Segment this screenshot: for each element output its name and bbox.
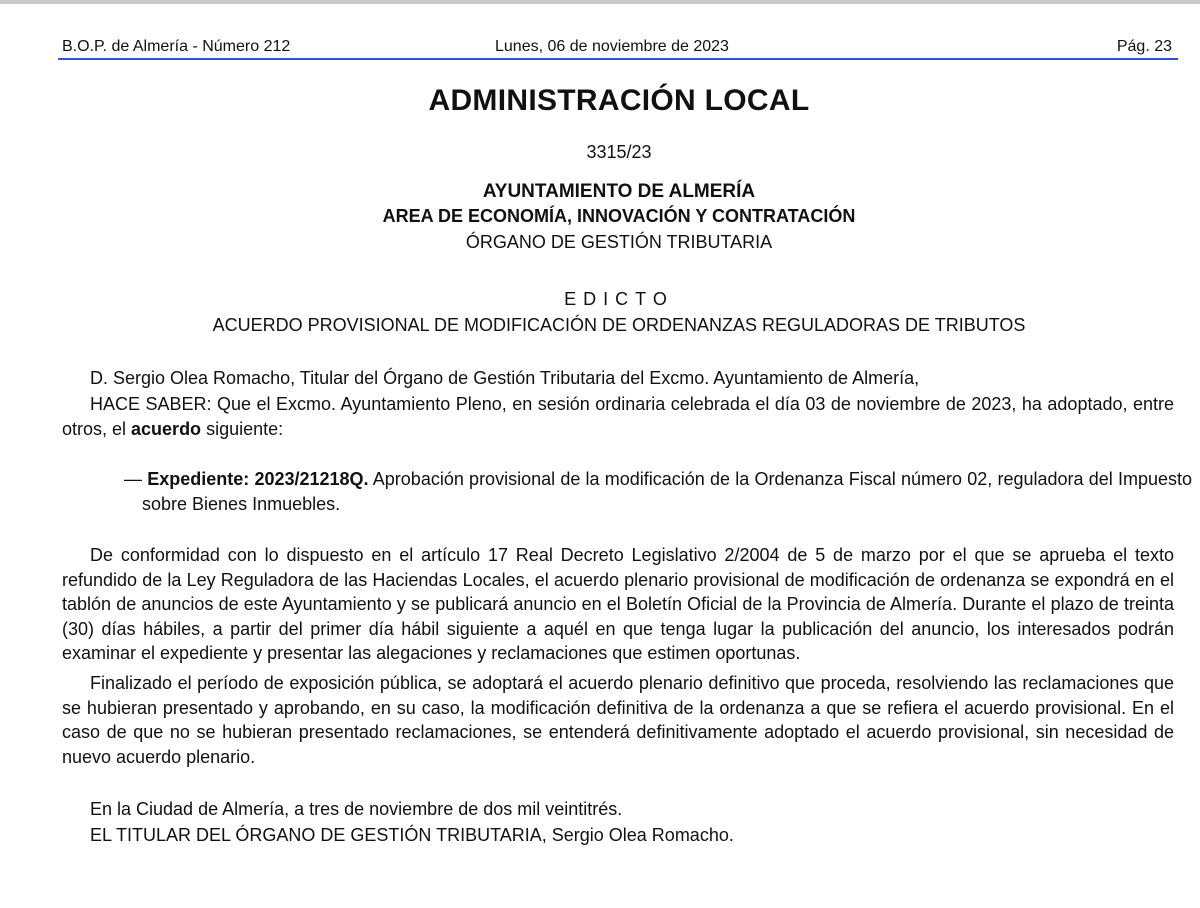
organization-department: ÓRGANO DE GESTIÓN TRIBUTARIA xyxy=(465,232,773,252)
hace-saber-end: siguiente: xyxy=(201,418,284,439)
document-number: 3315/23 xyxy=(586,142,652,162)
body-paragraph-2: Finalizado el período de exposición pública, se adoptará el acuerdo plenario definitivo que proceda, resolviendo las reclamaciones que se hubieran presentado y aprobando, en su caso, la modificación definitiva de la ordenanza a que se refiera el acuerdo provisional. En el caso de que no se hubieran presentado reclamaciones, se entenderá definitivamente adoptado el acuerdo provisional, sin necesidad de nuevo acuerdo plenario. xyxy=(62,673,1174,767)
bullet-dash: — xyxy=(124,469,148,489)
header-rule xyxy=(58,58,1178,60)
expediente-number: Expediente: 2023/21218Q. xyxy=(147,469,369,489)
organization-name: AYUNTAMIENTO DE ALMERÍA xyxy=(482,181,756,202)
expediente-description: Aprobación provisional de la modificación de la Ordenanza Fiscal número 02, reguladora del Impuesto sobre Bienes Inmuebles. xyxy=(142,469,1192,514)
page-header xyxy=(58,38,1178,58)
bulletin-issue: B.O.P. de Almería - Número 212 xyxy=(62,38,291,55)
intro-line: D. Sergio Olea Romacho, Titular del Órgano de Gestión Tributaria del Excmo. Ayuntamiento de Almería, xyxy=(90,368,920,388)
acuerdo-bold: acuerdo xyxy=(131,418,202,439)
hace-saber-paragraph xyxy=(62,392,1174,441)
page-number: Pág. 23 xyxy=(1116,38,1172,55)
issue-date: Lunes, 06 de noviembre de 2023 xyxy=(495,38,729,55)
expediente-item xyxy=(124,467,1192,517)
organization-area: AREA DE ECONOMÍA, INNOVACIÓN Y CONTRATACIÓN xyxy=(382,206,856,226)
section-title: ADMINISTRACIÓN LOCAL xyxy=(428,84,810,117)
acuerdo-title: ACUERDO PROVISIONAL DE MODIFICACIÓN DE ORDENANZAS REGULADORAS DE TRIBUTOS xyxy=(212,315,1026,335)
hace-saber-text: HACE SABER: Que el Excmo. Ayuntamiento Pleno, en sesión ordinaria celebrada el día 03 de noviembre de 2023, ha adoptado, entre otros, el xyxy=(62,394,1174,439)
closing-place-date: En la Ciudad de Almería, a tres de noviembre de dos mil veintitrés. xyxy=(90,799,623,819)
closing-signature: EL TITULAR DEL ÓRGANO DE GESTIÓN TRIBUTARIA, Sergio Olea Romacho. xyxy=(90,825,734,845)
body-paragraph-1: De conformidad con lo dispuesto en el artículo 17 Real Decreto Legislativo 2/2004 de 5 de marzo por el que se aprueba el texto refundido de la Ley Reguladora de las Haciendas Locales, el acuerdo plenario provisional de modificación de ordenanza se expondrá en el tablón de anuncios de este Ayuntamiento y se publicará anuncio en el Boletín Oficial de la Provincia de Almería. Durante el plazo de treinta (30) días hábiles, a partir del primer día hábil siguiente a aquél en que tenga lugar la publicación del anuncio, los interesados podrán examinar el expediente y presentar las alegaciones y reclamaciones que estimen oportunas. xyxy=(62,545,1174,663)
edicto-heading: EDICTO xyxy=(564,289,674,309)
